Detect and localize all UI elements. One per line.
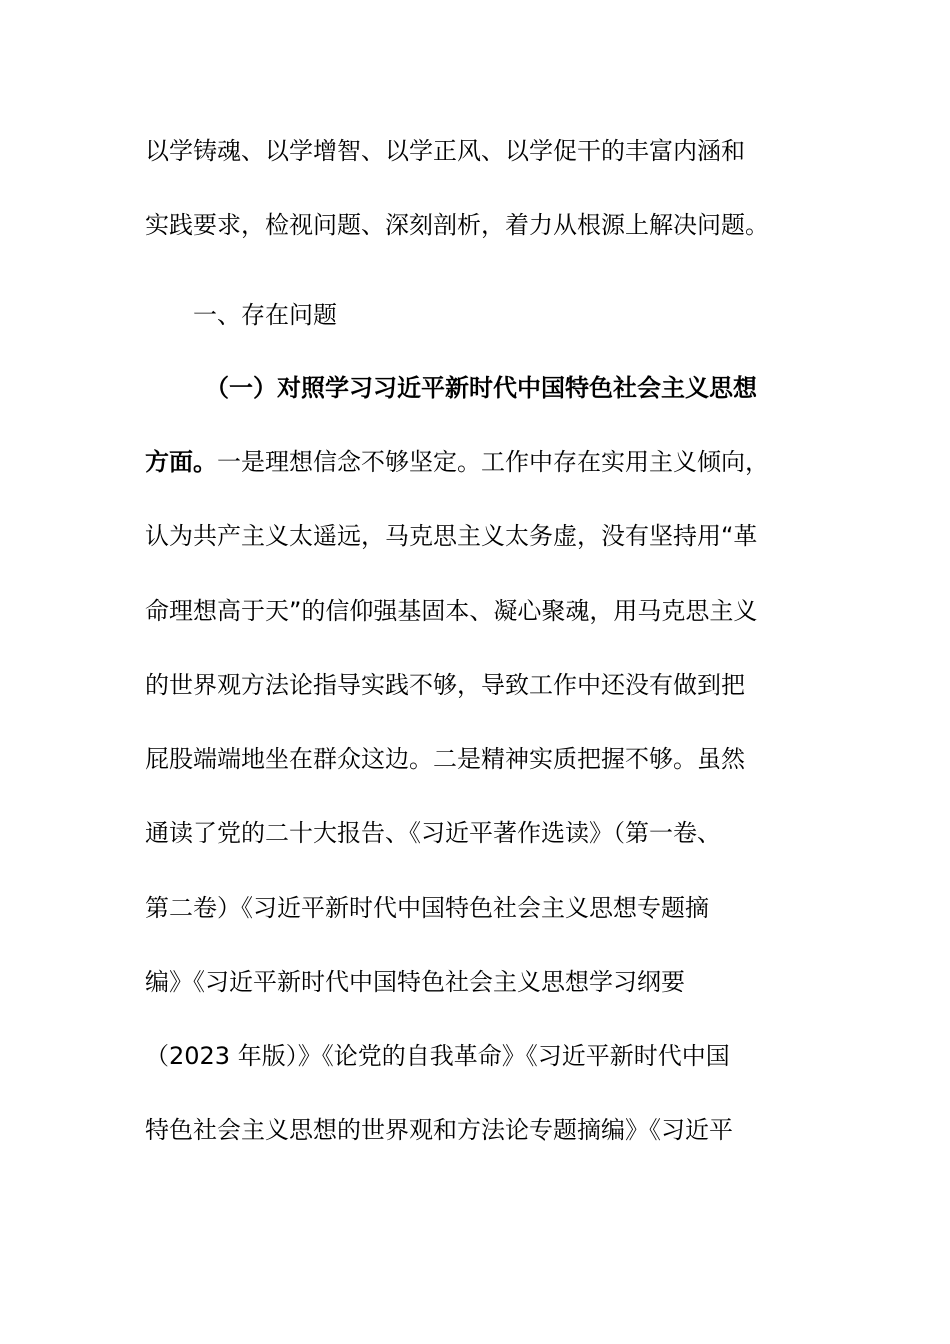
paragraph-line-9: 屁股端端地坐在群众这边。二是精神实质把握不够。虽然: [145, 745, 745, 773]
paragraph-line-5: [145, 447, 769, 477]
subsection-heading-continuation: 方面。: [145, 448, 217, 476]
paragraph-line-12: 编》《习近平新时代中国特色社会主义思想学习纲要: [145, 968, 685, 996]
paragraph-line-11: 第二卷）《习近平新时代中国特色社会主义思想专题摘: [145, 894, 709, 922]
paragraph-line-1: 以学铸魂、以学增智、以学正风、以学促干的丰富内涵和: [145, 137, 745, 165]
paragraph-text: 一是理想信念不够坚定。工作中存在实用主义倾向，: [217, 448, 769, 476]
paragraph-line-6: 认为共产主义太遥远，马克思主义太务虚，没有坚持用“革: [145, 522, 758, 550]
paragraph-line-7: 命理想高于天”的信仰强基固本、凝心聚魂，用马克思主义: [145, 597, 758, 625]
paragraph-line-10: 通读了党的二十大报告、《习近平著作选读》（第一卷、: [145, 819, 721, 847]
paragraph-line-8: 的世界观方法论指导实践不够，导致工作中还没有做到把: [145, 671, 745, 699]
paragraph-line-13: （2023 年版）》《论党的自我革命》《习近平新时代中国: [145, 1042, 730, 1070]
paragraph-line-14: 特色社会主义思想的世界观和方法论专题摘编》《习近平: [145, 1116, 733, 1144]
paragraph-line-2: 实践要求，检视问题、深刻剖析，着力从根源上解决问题。: [145, 211, 769, 239]
subsection-heading: （一）对照学习习近平新时代中国特色社会主义思想: [205, 374, 757, 402]
section-heading: 一、存在问题: [193, 301, 337, 329]
